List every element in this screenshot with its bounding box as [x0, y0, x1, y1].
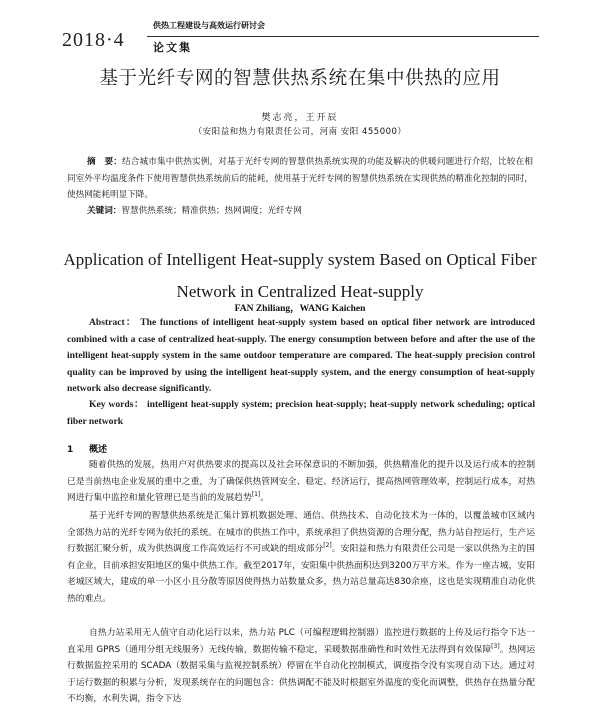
citation-ref[interactable]: [1]: [251, 491, 261, 499]
issue-number: 2018·4: [62, 29, 125, 51]
paragraph-text: 。安阳益和热力有限责任公司是一家以供热为主的国有企业，目前承担安阳地区的集中供热工作。截至2017年，安阳集中供热面积达到3200万平方米。作为一座古城，安阳老城区域大，建成的单一小区小且分散等原因使得热力站数量众多，热力站总量高达830余座，这也是实现精准自动化供热的难点。: [67, 544, 535, 604]
body-paragraph: [67, 625, 535, 708]
paragraph-text: 。: [260, 493, 270, 503]
abstract-en-text: The functions of intelligent heat-supply system based on optical fiber network are introduced combined with a case of centralized heat-supply. The energy consumption between before and after the use of the intelligent heat-supply system in the same outdoor temperature are compared. The heat-supply precision control quality can be improved by using the intelligent heat-supply system, and the energy consumption of heat-supply network also decrease significantly.: [67, 317, 535, 394]
paragraph-text: 自热力站采用无人值守自动化运行以来，热力站 PLC（可编程逻辑控制器）监控进行数据的上传及运行指令下达一直采用 GPRS（通用分组无线服务）无线传输，数据传输不稳定，采暖数据准确性和时效性无法得到有效保障: [67, 628, 535, 655]
citation-ref[interactable]: [2]: [323, 542, 332, 550]
body-paragraph: [67, 508, 535, 607]
paper-title-en-line1: Application of Intelligent Heat-supply system Based on Optical Fiber: [63, 250, 537, 269]
header-rule: [147, 36, 539, 37]
section-title: 概述: [89, 445, 108, 455]
authors-en: FAN Zhiliang，WANG Kaichen: [234, 304, 366, 314]
collection-label: 论文集: [153, 41, 192, 54]
keywords-en: [67, 397, 535, 430]
keywords-cn-text: 智慧供热系统；精准供热；热网调度；光纤专网: [121, 206, 302, 216]
paper-title-cn: 基于光纤专网的智慧供热系统在集中供热的应用: [99, 68, 501, 89]
authors-cn: 樊志亮，王开辰: [261, 113, 339, 123]
abstract-cn-label: 摘 要：: [87, 157, 122, 167]
keywords-cn: [87, 203, 537, 220]
keywords-en-text: intelligent heat-supply system; precision heat-supply; heat-supply network scheduling; optical fiber network: [67, 399, 536, 427]
affiliation-cn: （安阳益和热力有限责任公司，河南 安阳 455000）: [193, 127, 407, 137]
abstract-en: [67, 315, 535, 398]
paragraph-text: 基于光纤专网的智慧供热系统是汇集计算机数据处理、通信、供热技术、自动化技术为一体的，以覆盖城市区域内全部热力站的光纤专网为依托的系统。在城市的供热工作中，系统承担了供热资源的合理分配，热力站自控运行，生产运行数据汇聚分析，成为供热调度工作高效运行不可或缺的组成部分: [67, 511, 535, 554]
abstract-en-label: Abstract：: [89, 317, 137, 328]
abstract-cn-text: 结合城市集中供热实例，对基于光纤专网的智慧供热系统实现的功能及解决的供暖问题进行介绍，比较在相同室外平均温度条件下使用智慧供热系统前后的能耗，使用基于光纤专网的智慧供热系统在实现供热的精准化控制的同时，使热网能耗明显下降。: [67, 157, 533, 200]
paper-title-en-line2: Network in Centralized Heat-supply: [176, 282, 424, 301]
conference-name: 供热工程建设与高效运行研讨会: [153, 21, 265, 30]
keywords-cn-label: 关键词：: [87, 206, 122, 216]
abstract-cn: [67, 154, 533, 204]
keywords-en-label: Key words：: [89, 399, 145, 410]
body-paragraph: [67, 457, 535, 507]
paragraph-text: 。热网运行数据监控采用的 SCADA（数据采集与监视控制系统）停留在半自动化控制模式，调度指令没有实现自动下达。通过对于运行数据的积累与分析，发现系统存在的问题包含：供热调配不能及时根据室外温度的变化而调整，供热存在热量分配不均衡，水利失调，指令下达: [67, 644, 535, 704]
paper-title-en: [0, 244, 600, 308]
section-heading: [67, 442, 107, 455]
citation-ref[interactable]: [3]: [491, 642, 500, 650]
paragraph-text: 随着供热的发展，热用户对供热要求的提高以及社会环保意识的不断加强，供热精准化的提升以及运行成本的控制已是当前热电企业发展的重中之重，为了确保供热管网安全、稳定、经济运行，提高热网管理效率，控制运行成本，对热网进行集中监控和量化管理已是当前的发展趋势: [67, 460, 535, 503]
section-number: 1: [67, 445, 74, 455]
